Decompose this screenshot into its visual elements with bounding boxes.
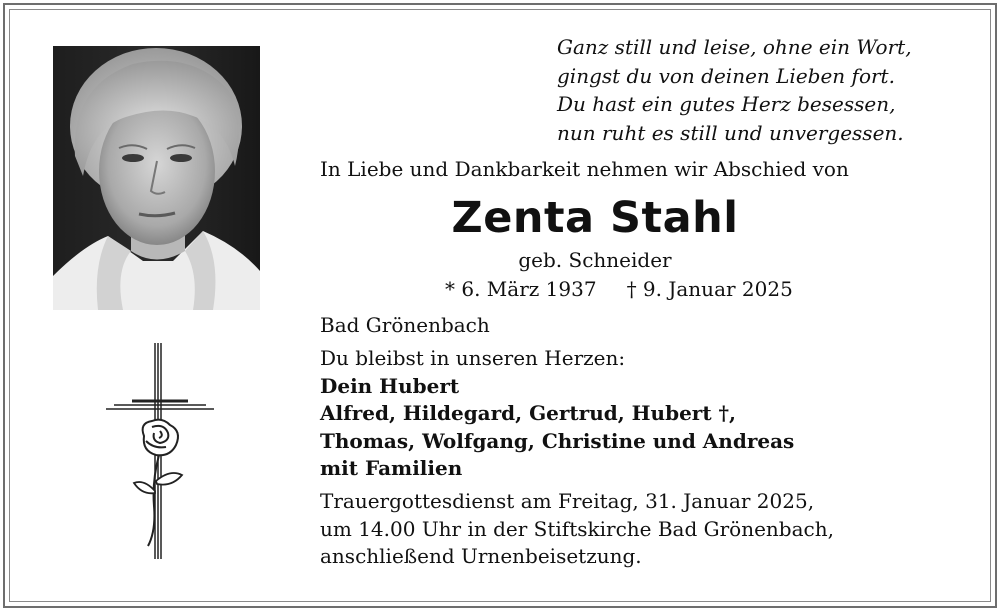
poem-line: gingst du von deinen Lieben fort. (557, 63, 895, 88)
mourners-block (320, 345, 794, 483)
life-dates (445, 275, 793, 303)
farewell-intro: In Liebe und Dankbarkeit nehmen wir Abschied von (320, 157, 849, 181)
cross-with-rose-icon (104, 341, 216, 561)
poem-line: Ganz still und leise, ohne ein Wort, (557, 35, 912, 59)
mourner-line: Dein Hubert (320, 373, 460, 398)
funeral-service-info (320, 488, 834, 571)
birth-date: * 6. März 1937 (445, 277, 597, 301)
service-line: Trauergottesdienst am Freitag, 31. Januar 2025, (320, 489, 815, 513)
mourner-line: mit Familien (320, 456, 463, 480)
birth-name: geb. Schneider (518, 248, 672, 272)
deceased-name: Zenta Stahl (451, 193, 739, 243)
mourner-line: Thomas, Wolfgang, Christine und Andreas (320, 428, 795, 453)
poem (557, 33, 957, 147)
service-line: anschließend Urnenbeisetzung. (320, 544, 642, 568)
poem-line: nun ruht es still und unvergessen. (557, 120, 904, 145)
service-line: um 14.00 Uhr in der Stiftskirche Bad Grönenbach, (320, 516, 834, 541)
mourner-line: Alfred, Hildegard, Gertrud, Hubert †, (320, 401, 736, 425)
mourners-intro: Du bleibst in unseren Herzen: (320, 346, 626, 370)
death-date: † 9. Januar 2025 (626, 277, 793, 301)
poem-line: Du hast ein gutes Herz besessen, (557, 92, 896, 116)
hometown: Bad Grönenbach (320, 313, 490, 337)
portrait-photo (53, 46, 260, 310)
